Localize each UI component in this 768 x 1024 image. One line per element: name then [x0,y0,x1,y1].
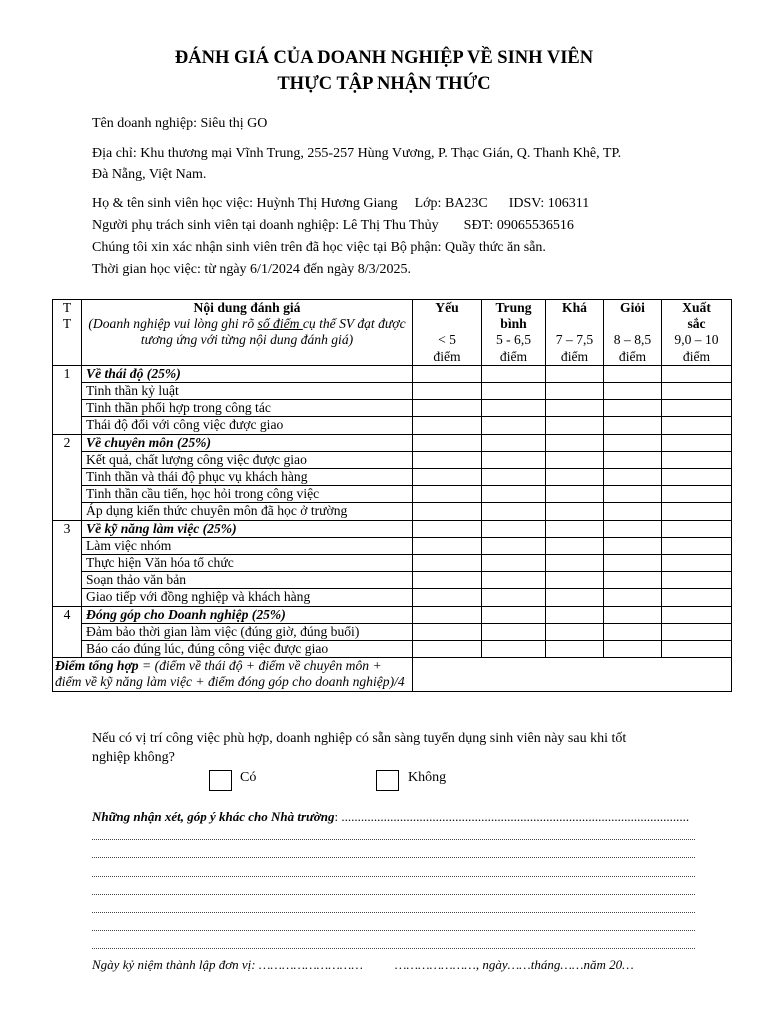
score-input-cell[interactable] [413,383,482,400]
date-field: …………………, ngày……tháng……năm 20… [394,957,634,972]
criteria-label: Tinh thần và thái độ phục vụ khách hàng [82,469,413,486]
remarks-line[interactable] [92,882,695,895]
score-cell [662,365,732,382]
header-score-col: Yếu < 5 điểm [413,300,482,366]
criteria-row [53,400,732,417]
score-input-cell[interactable] [662,555,732,572]
header-tt: T T [53,300,82,366]
score-input-cell[interactable] [482,486,546,503]
score-input-cell[interactable] [604,641,662,658]
criteria-label: Đảm bảo thời gian làm việc (đúng giờ, đúng buổi) [82,623,413,640]
header-score-col: Giỏi 8 – 8,5 điểm [604,300,662,366]
score-cell [662,606,732,623]
score-input-cell[interactable] [546,555,604,572]
total-formula: Điểm tổng hợp = (điểm về thái độ + điểm về chuyên môn + điểm về kỹ năng làm việc + điểm đóng góp cho doanh nghiệp)/4 [53,658,413,691]
score-input-cell[interactable] [662,383,732,400]
score-input-cell[interactable] [482,555,546,572]
score-input-cell[interactable] [413,469,482,486]
recruit-question-line2: nghiệp không? [92,750,175,765]
score-input-cell[interactable] [604,537,662,554]
total-row [53,658,732,691]
score-cell [413,365,482,382]
internship-period: Thời gian học việc: từ ngày 6/1/2024 đến ngày 8/3/2025. [92,262,412,277]
criteria-label: Báo cáo đúng lúc, đúng công việc được giao [82,641,413,658]
score-cell [482,365,546,382]
score-input-cell[interactable] [413,417,482,434]
score-input-cell[interactable] [662,623,732,640]
score-input-cell[interactable] [662,641,732,658]
score-input-cell[interactable] [546,623,604,640]
score-cell [482,434,546,451]
address-line2: Đà Nẵng, Việt Nam. [92,167,207,182]
score-cell [546,434,604,451]
score-input-cell[interactable] [482,589,546,606]
score-input-cell[interactable] [604,503,662,520]
score-input-cell[interactable] [604,623,662,640]
student-class: Lớp: BA23C [414,196,488,211]
header-score-col: Trung bình 5 - 6,5 điểm [482,300,546,366]
criteria-row [53,417,732,434]
criteria-label: Áp dụng kiến thức chuyên môn đã học ở trường [82,503,413,520]
form-title-line1: ĐÁNH GIÁ CỦA DOANH NGHIỆP VỀ SINH VIÊN [174,48,594,68]
score-input-cell[interactable] [413,537,482,554]
score-input-cell[interactable] [662,572,732,589]
criteria-row [53,451,732,468]
remarks-line[interactable] [92,918,695,931]
section-number: 3 [53,520,82,606]
score-input-cell[interactable] [662,400,732,417]
score-input-cell[interactable] [482,623,546,640]
supervisor-name: Người phụ trách sinh viên tại doanh nghiệp: Lê Thị Thu Thủy [92,218,439,233]
score-input-cell[interactable] [482,400,546,417]
form-title-line2: THỰC TẬP NHẬN THỨC [277,74,491,94]
evaluation-table [52,299,732,692]
section-number: 4 [53,606,82,658]
remarks-line[interactable] [92,936,695,949]
yes-label: Có [240,770,257,785]
score-input-cell[interactable] [413,400,482,417]
remarks-line[interactable] [92,845,695,858]
score-cell [662,434,732,451]
score-input-cell[interactable] [604,383,662,400]
score-cell [546,606,604,623]
section-row [53,520,732,537]
no-label: Không [408,770,447,785]
address-line1: Địa chỉ: Khu thương mại Vĩnh Trung, 255-257 Hùng Vương, P. Thạc Gián, Q. Thanh Khê, TP. [92,146,622,161]
criteria-label: Tinh thần kỷ luật [82,383,413,400]
score-input-cell[interactable] [482,503,546,520]
score-cell [604,606,662,623]
score-input-cell[interactable] [546,641,604,658]
score-cell [662,520,732,537]
score-input-cell[interactable] [546,589,604,606]
score-input-cell[interactable] [662,469,732,486]
remarks-line[interactable] [92,900,695,913]
score-input-cell[interactable] [482,383,546,400]
score-input-cell[interactable] [604,486,662,503]
score-input-cell[interactable] [482,572,546,589]
supervisor-phone: SĐT: 09065536516 [463,218,574,233]
score-cell [604,365,662,382]
section-title: Đóng góp cho Doanh nghiệp (25%) [82,606,413,623]
section-title: Về thái độ (25%) [82,365,413,382]
score-input-cell[interactable] [413,623,482,640]
criteria-label: Làm việc nhóm [82,537,413,554]
no-checkbox[interactable] [376,770,399,791]
score-cell [546,520,604,537]
score-input-cell[interactable] [482,641,546,658]
student-row [92,196,589,212]
score-input-cell[interactable] [546,503,604,520]
anniversary-field: Ngày kỷ niệm thành lập đơn vị: ……………………… [92,957,363,972]
section-title: Về kỹ năng làm việc (25%) [82,520,413,537]
criteria-row [53,589,732,606]
score-input-cell[interactable] [662,451,732,468]
criteria-label: Kết quả, chất lượng công việc được giao [82,451,413,468]
section-title: Về chuyên môn (25%) [82,434,413,451]
header-score-col: Xuất sắc 9,0 – 10 điểm [662,300,732,366]
score-input-cell[interactable] [604,589,662,606]
score-input-cell[interactable] [604,572,662,589]
remarks-label: Những nhận xét, góp ý khác cho Nhà trường: ........................................................................................................... [92,809,690,824]
yes-checkbox[interactable] [209,770,232,791]
student-name: Họ & tên sinh viên học việc: Huỳnh Thị Hương Giang [92,196,398,211]
score-input-cell[interactable] [413,572,482,589]
score-input-cell[interactable] [546,537,604,554]
section-row [53,365,732,382]
score-cell [413,520,482,537]
score-input-cell[interactable] [482,469,546,486]
company-name: Tên doanh nghiệp: Siêu thị GO [92,116,268,131]
score-input-cell[interactable] [546,451,604,468]
criteria-row [53,555,732,572]
score-cell [482,520,546,537]
header-content: Nội dung đánh giá (Doanh nghiệp vui lòng ghi rõ số điểm cụ thể SV đạt được tương ứng với từng nội dung đánh giá) [82,300,413,366]
section-number: 1 [53,365,82,434]
criteria-row [53,503,732,520]
student-id: IDSV: 106311 [508,196,590,211]
score-cell [482,606,546,623]
score-input-cell[interactable] [604,451,662,468]
score-input-cell[interactable] [662,486,732,503]
criteria-row [53,537,732,554]
score-input-cell[interactable] [546,400,604,417]
score-cell [604,520,662,537]
score-input-cell[interactable] [546,469,604,486]
score-input-cell[interactable] [413,486,482,503]
score-input-cell[interactable] [662,503,732,520]
criteria-label: Thái độ đối với công việc được giao [82,417,413,434]
criteria-label: Soạn thảo văn bản [82,572,413,589]
score-input-cell[interactable] [482,417,546,434]
section-row [53,434,732,451]
score-input-cell[interactable] [413,451,482,468]
remarks-line[interactable] [92,864,695,877]
criteria-label: Tinh thần cầu tiến, học hỏi trong công việc [82,486,413,503]
score-input-cell[interactable] [546,572,604,589]
header-score-col: Khá 7 – 7,5 điểm [546,300,604,366]
score-input-cell[interactable] [413,589,482,606]
score-input-cell[interactable] [662,537,732,554]
recruit-question-line1: Nếu có vị trí công việc phù hợp, doanh nghiệp có sẵn sàng tuyển dụng sinh viên này sau khi tốt [92,731,627,746]
score-input-cell[interactable] [604,469,662,486]
score-cell [546,365,604,382]
confirmation-text: Chúng tôi xin xác nhận sinh viên trên đã học việc tại Bộ phận: Quầy thức ăn sẵn. [92,240,546,255]
total-score-cell[interactable] [413,658,732,691]
remarks-line[interactable] [92,827,695,840]
criteria-row [53,572,732,589]
criteria-label: Thực hiện Văn hóa tổ chức [82,555,413,572]
score-input-cell[interactable] [604,417,662,434]
score-input-cell[interactable] [604,400,662,417]
score-input-cell[interactable] [604,555,662,572]
score-input-cell[interactable] [482,451,546,468]
criteria-row [53,641,732,658]
score-input-cell[interactable] [662,417,732,434]
score-input-cell[interactable] [546,417,604,434]
section-number: 2 [53,434,82,520]
section-row [53,606,732,623]
score-input-cell[interactable] [413,555,482,572]
score-cell [413,606,482,623]
table-header-row [53,300,732,366]
score-cell [604,434,662,451]
score-input-cell[interactable] [413,641,482,658]
criteria-row [53,623,732,640]
footer-line [92,957,634,973]
criteria-row [53,469,732,486]
score-input-cell[interactable] [546,486,604,503]
score-input-cell[interactable] [482,537,546,554]
criteria-label: Tinh thần phối hợp trong công tác [82,400,413,417]
criteria-row [53,383,732,400]
score-input-cell[interactable] [413,503,482,520]
score-input-cell[interactable] [546,383,604,400]
score-input-cell[interactable] [662,589,732,606]
score-cell [413,434,482,451]
criteria-row [53,486,732,503]
supervisor-row [92,218,574,234]
criteria-label: Giao tiếp với đồng nghiệp và khách hàng [82,589,413,606]
